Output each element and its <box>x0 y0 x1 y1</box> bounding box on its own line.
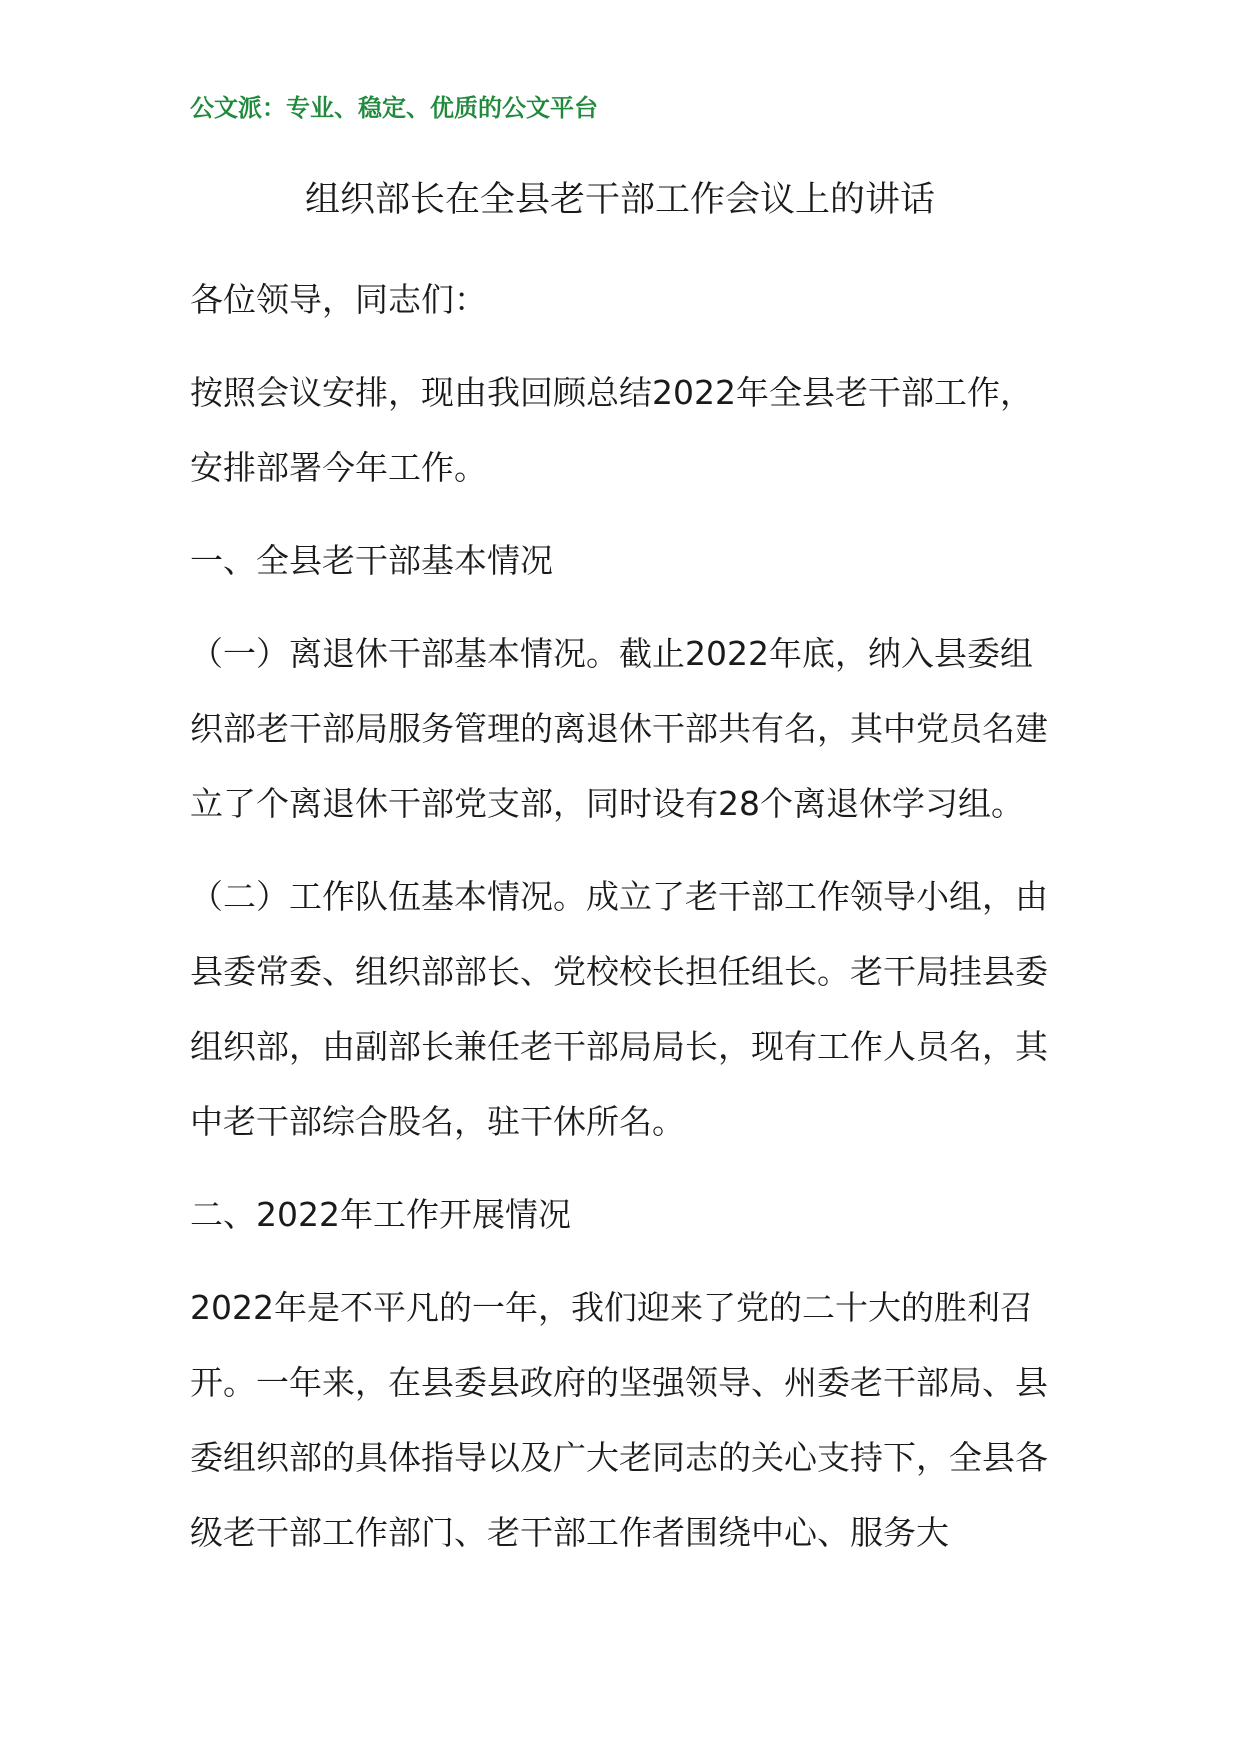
brand-header: 公文派：专业、稳定、优质的公文平台 <box>190 94 598 122</box>
paragraph-2022-review: 2022年是不平凡的一年，我们迎来了党的二十大的胜利召开。一年来，在县委县政府的坚强领导、州委老干部局、县委组织部的具体指导以及广大老同志的关心支持下，全县各级老干部工作部门、老干部工作者围绕中心、服务大 <box>190 1288 1048 1552</box>
section-heading-1: 一、全县老干部基本情况 <box>190 541 553 580</box>
section-heading-2: 二、2022年工作开展情况 <box>190 1195 571 1234</box>
document-body <box>190 262 1060 1588</box>
paragraph-retired-cadres: （一）离退休干部基本情况。截止2022年底，纳入县委组织部老干部局服务管理的离退休干部共有名，其中党员名建立了个离退休干部党支部，同时设有28个离退休学习组。 <box>190 634 1048 823</box>
paragraph-work-team: （二）工作队伍基本情况。成立了老干部工作领导小组，由县委常委、组织部部长、党校校长担任组长。老干局挂县委组织部，由副部长兼任老干部局局长，现有工作人员名，其中老干部综合股名，驻干休所名。 <box>190 877 1048 1141</box>
document-title: 组织部长在全县老干部工作会议上的讲话 <box>304 180 935 220</box>
salutation: 各位领导，同志们： <box>190 280 487 319</box>
paragraph-intro: 按照会议安排，现由我回顾总结2022年全县老干部工作，安排部署今年工作。 <box>190 373 1033 487</box>
